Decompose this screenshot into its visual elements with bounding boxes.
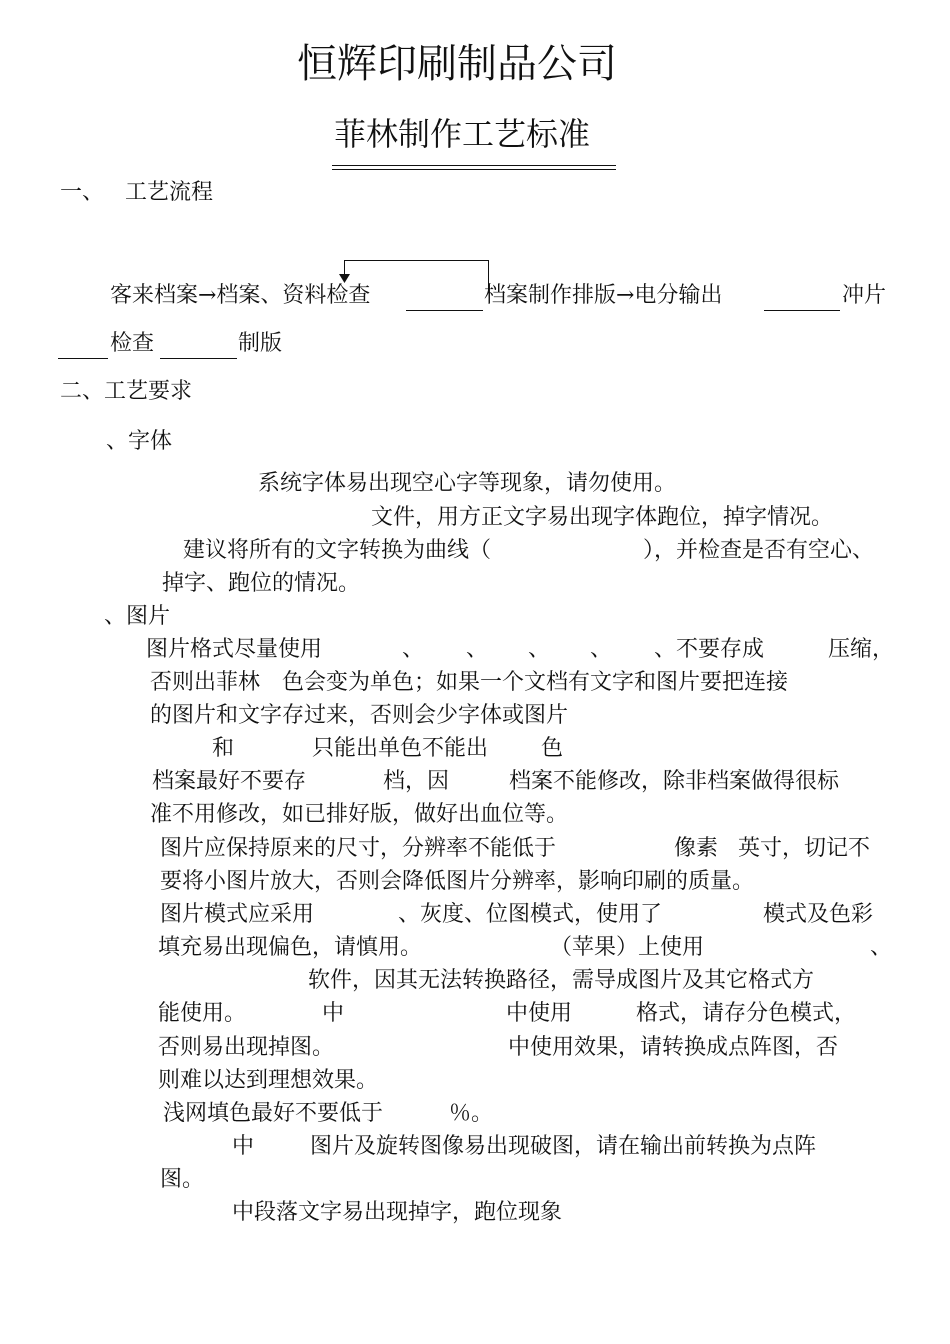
images-paragraph: 档，因 xyxy=(383,769,450,794)
document-title: 菲林制作工艺标准 xyxy=(334,115,591,153)
flow-connector-top xyxy=(344,260,489,261)
images-paragraph: 、 xyxy=(466,637,489,662)
images-paragraph: 、 xyxy=(870,935,893,960)
fonts-paragraph: ），并检查是否有空心、 xyxy=(643,538,875,563)
images-paragraph: 压缩， xyxy=(828,637,895,662)
images-paragraph: 、不要存成 xyxy=(654,637,765,662)
images-paragraph: 否则出菲林 色会变为单色；如果一个文档有文字和图片要把连接 xyxy=(150,670,789,695)
images-paragraph: 能使用。 xyxy=(158,1001,247,1026)
images-paragraph: 图片格式尽量使用 xyxy=(146,637,323,662)
images-paragraph: 只能出单色不能出 xyxy=(312,736,489,761)
images-paragraph: 图。 xyxy=(160,1167,205,1192)
images-paragraph: 档案不能修改，除非档案做得很标 xyxy=(509,769,840,794)
fonts-paragraph: 系统字体易出现空心字等现象，请勿使用。 xyxy=(258,471,677,496)
title-double-underline xyxy=(332,165,616,170)
flow-step-3: 冲片 xyxy=(842,283,887,308)
images-paragraph: 中 xyxy=(322,1001,345,1026)
fonts-paragraph: 掉字、跑位的情况。 xyxy=(162,571,361,596)
section1-number: 一、 xyxy=(60,180,105,205)
images-paragraph: 图片模式应采用 xyxy=(160,902,315,927)
images-paragraph: 像素 xyxy=(674,836,719,861)
fonts-paragraph: 文件，用方正文字易出现字体跑位，掉字情况。 xyxy=(371,505,834,530)
images-paragraph: 、 xyxy=(590,637,613,662)
images-paragraph: 、 xyxy=(528,637,551,662)
images-paragraph: 模式及色彩 xyxy=(763,902,874,927)
company-name: 恒辉印刷制品公司 xyxy=(297,41,617,87)
flow-connector-line xyxy=(160,358,237,359)
images-paragraph: 和 xyxy=(212,736,235,761)
images-paragraph: 色 xyxy=(541,736,564,761)
images-paragraph: 中使用 xyxy=(506,1001,573,1026)
images-paragraph: ％。 xyxy=(449,1101,494,1126)
images-paragraph: 要将小图片放大，否则会降低图片分辨率，影响印刷的质量。 xyxy=(160,869,755,894)
images-paragraph: 档案最好不要存 xyxy=(152,769,307,794)
flow-step-4: 检查 xyxy=(110,331,155,356)
images-paragraph: 、 xyxy=(402,637,425,662)
section1-title: 工艺流程 xyxy=(125,180,214,205)
images-paragraph: 浅网填色最好不要低于 xyxy=(163,1101,384,1126)
images-paragraph: 软件，因其无法转换路径，需导成图片及其它格式方 xyxy=(308,968,815,993)
flow-connector-line xyxy=(406,310,483,311)
flow-step-1: 客来档案→档案、资料检查 xyxy=(110,283,371,308)
flow-connector-line xyxy=(58,358,108,359)
images-paragraph: （苹果）上使用 xyxy=(550,935,705,960)
images-paragraph: 、灰度、位图模式，使用了 xyxy=(398,902,663,927)
section2-title: 二、工艺要求 xyxy=(60,379,193,404)
fonts-heading: 、字体 xyxy=(106,429,173,454)
images-paragraph: 格式，请存分色模式， xyxy=(636,1001,857,1026)
images-paragraph: 图片应保持原来的尺寸，分辨率不能低于 xyxy=(160,836,557,861)
images-paragraph: 中 xyxy=(232,1134,255,1159)
flow-step-2: 档案制作排版→电分输出 xyxy=(484,283,723,308)
images-paragraph: 的图片和文字存过来，否则会少字体或图片 xyxy=(150,703,569,728)
flow-connector-line xyxy=(764,310,840,311)
images-paragraph: 准不用修改，如已排好版，做好出血位等。 xyxy=(150,802,569,827)
images-heading: 、图片 xyxy=(104,604,171,629)
images-paragraph: 否则易出现掉图。 xyxy=(158,1035,335,1060)
images-paragraph: 英寸，切记不 xyxy=(738,836,871,861)
images-paragraph: 图片及旋转图像易出现破图，请在输出前转换为点阵 xyxy=(310,1134,817,1159)
fonts-paragraph: 建议将所有的文字转换为曲线（ xyxy=(183,538,492,563)
images-paragraph: 中段落文字易出现掉字，跑位现象 xyxy=(232,1200,563,1225)
flow-step-5: 制版 xyxy=(238,331,283,356)
images-paragraph: 填充易出现偏色，请慎用。 xyxy=(158,935,423,960)
images-paragraph: 则难以达到理想效果。 xyxy=(158,1068,379,1093)
images-paragraph: 中使用效果，请转换成点阵图，否 xyxy=(508,1035,839,1060)
